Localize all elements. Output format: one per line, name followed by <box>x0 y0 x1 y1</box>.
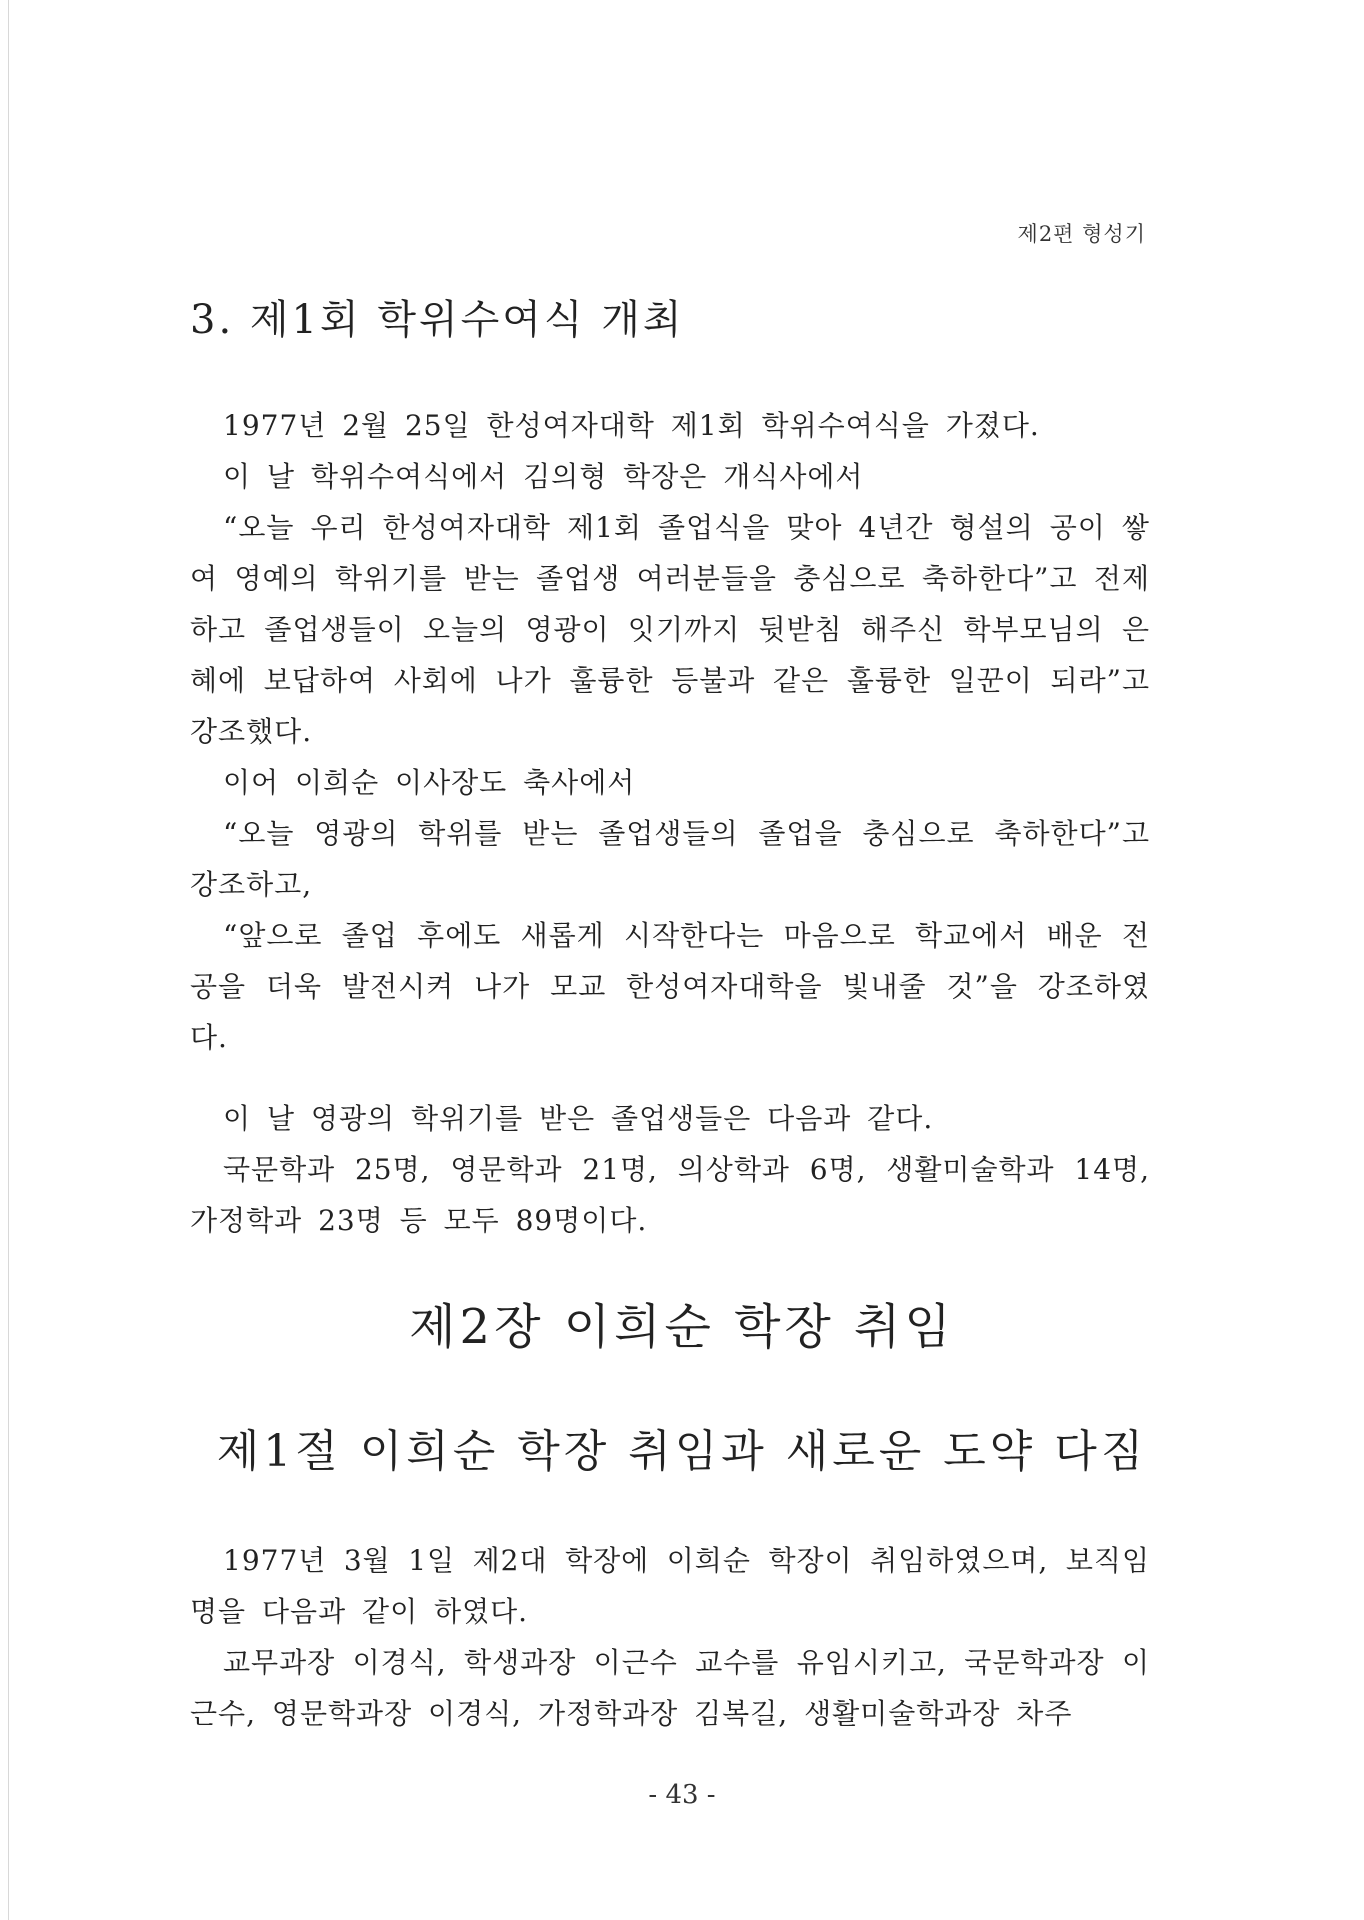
quote-paragraph: “앞으로 졸업 후에도 새롭게 시작한다는 마음으로 학교에서 배운 전공을 더욱 발전시켜 나가 모교 한성여자대학을 빛내줄 것”을 강조하였다. <box>190 919 1150 1054</box>
page-edge-line <box>8 0 9 1920</box>
section-heading: 3. 제1회 학위수여식 개최 <box>190 297 685 343</box>
body-paragraph: 이어 이희순 이사장도 축사에서 <box>223 766 636 799</box>
quote-paragraph: “오늘 영광의 학위를 받는 졸업생들의 졸업을 충심으로 축하한다”고 강조하고, <box>190 817 1150 901</box>
body-paragraph: 이 날 학위수여식에서 김의형 학장은 개식사에서 <box>223 460 864 493</box>
body-paragraph: 1977년 3월 1일 제2대 학장에 이희순 학장이 취임하였으며, 보직임명을 다음과 같이 하였다. <box>190 1544 1150 1628</box>
quote-paragraph: “오늘 우리 한성여자대학 제1회 졸업식을 맞아 4년간 형설의 공이 쌓여 영예의 학위기를 받는 졸업생 여러분들을 충심으로 축하한다”고 전제하고 졸업생들이 오늘의 영광이 잇기까지 뒷받침 해주신 학부모님의 은혜에 보답하여 사회에 나가 훌륭한 등불과 같은 훌륭한 일꾼이 되라”고 강조했다. <box>190 511 1150 748</box>
body-paragraph: 1977년 2월 25일 한성여자대학 제1회 학위수여식을 가졌다. <box>223 409 1040 442</box>
body-paragraph: 교무과장 이경식, 학생과장 이근수 교수를 유임시키고, 국문학과장 이근수, 영문학과장 이경식, 가정학과장 김복길, 생활미술학과장 차주 <box>190 1646 1150 1730</box>
page-number: - 43 - <box>648 1780 716 1810</box>
body-paragraph: 국문학과 25명, 영문학과 21명, 의상학과 6명, 생활미술학과 14명, 가정학과 23명 등 모두 89명이다. <box>190 1153 1150 1237</box>
subchapter-heading: 제1절 이희순 학장 취임과 새로운 도약 다짐 <box>216 1426 1148 1477</box>
body-paragraph: 이 날 영광의 학위기를 받은 졸업생들은 다음과 같다. <box>223 1102 934 1135</box>
chapter-heading: 제2장 이희순 학장 취임 <box>409 1299 955 1355</box>
running-header: 제2편 형성기 <box>1017 222 1146 246</box>
